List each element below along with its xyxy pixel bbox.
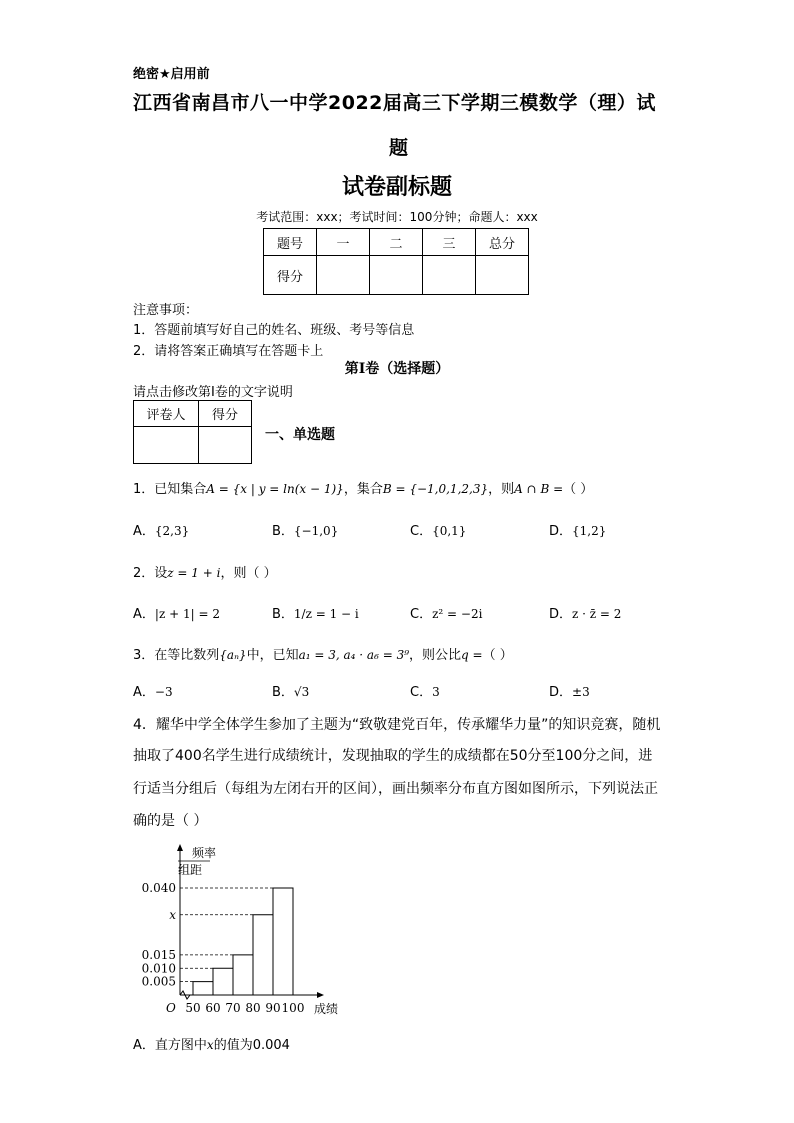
q4-option-a-suffix: 的值为0.004 (213, 1038, 290, 1053)
q2-option-c[interactable] (410, 603, 482, 622)
notice-item: 2．请将答案正确填写在答题卡上 (133, 344, 324, 359)
q3-cond: a₁ = 3, a₄ · a₆ = 3⁹ (298, 648, 410, 662)
histogram-bar (213, 968, 233, 995)
grader-header-cell: 得分 (199, 401, 252, 427)
score-header-cell: 一 (317, 229, 370, 256)
q4-line: 确的是（ ） (133, 813, 208, 829)
q1-mid2: ，则 (488, 482, 515, 497)
q2-suffix: ，则（ ） (220, 566, 277, 581)
x-tick-label: 80 (245, 1001, 261, 1015)
option-letter: A． (133, 524, 155, 539)
histogram-bar (233, 955, 253, 995)
volume-hint: 请点击修改第I卷的文字说明 (133, 385, 293, 400)
option-letter: C． (410, 607, 433, 622)
score-cell[interactable] (370, 256, 423, 295)
q1-mid: ，集合 (343, 482, 383, 497)
q4-option-a[interactable] (133, 1034, 290, 1053)
q3-option-c[interactable] (410, 681, 440, 700)
q4-line: 4．耀华中学全体学生参加了主题为“致敬建党百年，传承耀华力量”的知识竞赛，随机 (133, 717, 661, 733)
score-header-cell: 总分 (476, 229, 529, 256)
exam-subtitle: 试卷副标题 (341, 175, 452, 200)
y-axis-title-top: 频率 (192, 846, 217, 860)
q4-line: 抽取了400名学生进行成绩统计，发现抽取的学生的成绩都在50分至100分之间，进 (133, 748, 653, 764)
option-text: z · z̄ = 2 (572, 607, 622, 621)
q1-paren: （ ） (563, 482, 594, 497)
score-header-cell: 二 (370, 229, 423, 256)
notice-title: 注意事项： (133, 303, 199, 318)
q1-option-d[interactable] (549, 520, 606, 539)
option-text: {2,3} (154, 524, 190, 538)
option-letter: B． (272, 607, 294, 622)
q1-prefix: 1．已知集合 (133, 482, 207, 497)
histogram-bar (253, 915, 273, 995)
q3-option-d[interactable] (549, 681, 590, 700)
exam-info: 考试范围：xxx；考试时间：100分钟；命题人：xxx (256, 210, 538, 224)
q3-var: q = (461, 648, 483, 662)
option-letter: D． (549, 607, 573, 622)
volume-title: 第I卷（选择题） (344, 361, 450, 377)
q2-option-d[interactable] (549, 603, 621, 622)
q1-set-a: A = {x | y = ln(x − 1)} (206, 482, 344, 496)
option-letter: A． (133, 607, 155, 622)
option-letter: B． (272, 524, 294, 539)
q4-option-a-var: x (206, 1038, 214, 1052)
x-tick-label: 70 (225, 1001, 241, 1015)
histogram-bar (273, 888, 293, 995)
option-text: z² = −2i (432, 607, 483, 621)
exam-title: 江西省南昌市八一中学2022届高三下学期三模数学（理）试 (133, 92, 656, 114)
option-text: {0,1} (432, 524, 467, 538)
option-text: −3 (154, 685, 173, 699)
option-letter: A． (133, 685, 155, 700)
y-axis-arrow (177, 844, 183, 851)
q4-line: 行适当分组后（每组为左闭右开的区间），画出频率分布直方图如图所示，下列说法正 (133, 781, 658, 797)
section-title: 一、单选题 (265, 427, 335, 443)
x-tick-label: 50 (185, 1001, 201, 1015)
grader-header-cell: 评卷人 (134, 401, 199, 427)
origin-label: O (166, 1001, 176, 1015)
frequency-histogram (130, 840, 360, 1020)
q4-option-a-prefix: A．直方图中 (133, 1038, 207, 1053)
option-text: ±3 (572, 685, 590, 699)
grader-table (133, 400, 252, 464)
option-letter: C． (410, 685, 433, 700)
secret-label: 绝密★启用前 (133, 67, 210, 82)
q2-expr: z = 1 + i (167, 566, 221, 580)
score-cell[interactable] (317, 256, 370, 295)
score-cell[interactable] (476, 256, 529, 295)
q2-option-b[interactable] (272, 603, 359, 622)
y-tick-label: 0.040 (141, 881, 176, 895)
option-text: 1/z = 1 − i (293, 607, 359, 621)
q1-expr: A ∩ B = (514, 482, 564, 496)
x-axis-title: 成绩 (314, 1002, 339, 1016)
option-letter: B． (272, 685, 294, 700)
histogram-bar (193, 982, 213, 995)
question-3 (133, 644, 513, 663)
score-cell[interactable] (423, 256, 476, 295)
q3-seq: {aₙ} (219, 648, 247, 662)
grader-cell[interactable] (134, 427, 199, 464)
x-tick-label: 90 (265, 1001, 281, 1015)
score-row-label: 得分 (264, 256, 317, 295)
option-letter: D． (549, 524, 573, 539)
option-text: {1,2} (572, 524, 607, 538)
x-tick-label: 100 (281, 1001, 305, 1015)
q3-option-a[interactable] (133, 681, 173, 700)
x-axis-arrow (317, 992, 324, 998)
y-tick-label: x (169, 907, 176, 922)
q3-option-b[interactable] (272, 681, 309, 700)
y-tick-label: 0.015 (141, 947, 176, 962)
option-letter: C． (410, 524, 433, 539)
notice-item: 1．答题前填写好自己的姓名、班级、考号等信息 (133, 323, 415, 338)
question-2 (133, 562, 277, 581)
option-letter: D． (549, 685, 573, 700)
x-tick-label: 60 (205, 1001, 221, 1015)
y-axis-title-bottom: 组距 (178, 863, 203, 877)
q1-option-a[interactable] (133, 520, 189, 539)
q1-option-b[interactable] (272, 520, 338, 539)
y-tick-label: 0.010 (141, 961, 176, 976)
q3-mid: 中，已知 (246, 648, 299, 663)
q1-option-c[interactable] (410, 520, 466, 539)
question-1 (133, 478, 593, 497)
q3-prefix: 3．在等比数列 (133, 648, 220, 663)
q2-prefix: 2．设 (133, 566, 168, 581)
score-header-cell: 题号 (264, 229, 317, 256)
q1-set-b: B = {−1,0,1,2,3} (382, 482, 489, 496)
option-text: √3 (293, 685, 310, 699)
exam-title-continued: 题 (389, 137, 409, 159)
q2-option-a[interactable] (133, 603, 220, 622)
score-header-cell: 三 (423, 229, 476, 256)
option-text: |z + 1| = 2 (154, 607, 220, 621)
q3-paren: （ ） (482, 648, 513, 663)
option-text: {−1,0} (293, 524, 339, 538)
grader-cell[interactable] (199, 427, 252, 464)
q3-mid2: ，则公比 (409, 648, 462, 663)
option-text: 3 (432, 685, 440, 699)
score-table (263, 228, 529, 295)
y-tick-label: 0.005 (141, 974, 176, 989)
